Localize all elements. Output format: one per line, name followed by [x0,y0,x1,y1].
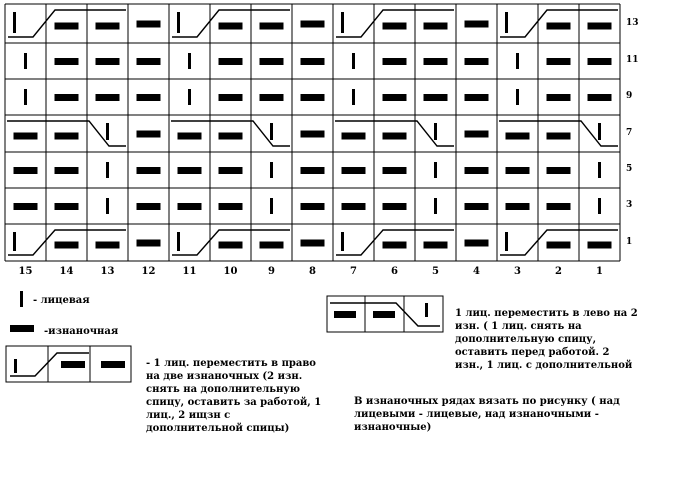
purl-symbol [588,58,612,65]
purl-symbol [506,203,530,210]
column-number: 8 [309,266,316,277]
purl-symbol [260,23,284,30]
purl-symbol [547,242,571,249]
right-cross-legend-text: - 1 лиц. переместить в право на две изнаночных (2 изн. снять на дополнительную спицу, оставить за работой, 1 лиц., 2 ищзн с дополнительной спицы) [146,358,322,434]
purl-symbol [383,58,407,65]
knit-symbol [598,162,601,178]
purl-symbol [301,94,325,101]
knit-symbol [13,232,16,251]
wrong-side-note: В изнаночных рядах вязать по рисунку ( над лицевыми - лицевые, над изнаночными - изнаночные) [354,396,620,433]
column-number: 6 [391,266,398,277]
column-number: 15 [18,266,33,277]
column-number: 14 [59,266,74,277]
purl-symbol [301,167,325,174]
purl-symbol [260,94,284,101]
purl-symbol [301,58,325,65]
purl-symbol [55,203,79,210]
purl-symbol [465,21,489,28]
knit-symbol [188,89,191,105]
purl-symbol [301,203,325,210]
purl-symbol [14,167,38,174]
purl-symbol [55,133,79,140]
knit-symbol [352,53,355,69]
row-number: 9 [626,91,633,101]
purl-symbol [424,94,448,101]
purl-symbol [55,23,79,30]
column-number: 10 [223,266,238,277]
purl-symbol [178,133,202,140]
purl-symbol [219,133,243,140]
purl-symbol [178,203,202,210]
purl-symbol [219,58,243,65]
knit-symbol [106,123,109,140]
knit-symbol [598,123,601,140]
purl-symbol [342,133,366,140]
purl-symbol [424,58,448,65]
column-number: 4 [473,266,480,277]
knit-symbol [434,123,437,140]
knit-legend-icon [15,290,29,310]
knit-symbol [598,198,601,214]
knit-symbol [24,89,27,105]
purl-symbol [424,242,448,249]
knit-symbol [341,232,344,251]
purl-symbol [137,203,161,210]
purl-symbol [55,242,79,249]
purl-symbol [219,94,243,101]
purl-symbol [588,23,612,30]
purl-symbol [96,58,120,65]
knit-symbol [270,198,273,214]
knit-symbol [516,53,519,69]
row-number: 13 [626,17,639,28]
knit-symbol [13,12,16,33]
purl-symbol [424,23,448,30]
purl-symbol [588,242,612,249]
column-number: 11 [182,266,197,277]
purl-symbol [465,131,489,138]
knit-symbol [505,12,508,33]
purl-symbol [219,23,243,30]
knit-symbol [188,53,191,69]
purl-symbol [547,167,571,174]
row-number: 1 [626,236,633,247]
column-number: 5 [432,266,439,277]
purl-symbol [219,242,243,249]
purl-symbol [301,131,325,138]
purl-symbol [219,203,243,210]
purl-symbol [96,23,120,30]
purl-symbol [547,94,571,101]
knit-symbol [270,123,273,140]
purl-symbol [506,133,530,140]
purl-symbol [55,58,79,65]
left-cross-legend-text: 1 лиц. переместить в лево на 2 изн. ( 1 лиц. снять на дополнительную спицу, оставить перед работой. 2 изн., 1 лиц. с дополнительной [455,308,638,371]
column-number: 9 [268,266,275,277]
column-number: 2 [555,266,562,277]
purl-symbol [383,94,407,101]
row-number: 11 [626,55,639,65]
column-number: 1 [596,266,603,277]
row-number: 5 [626,164,633,174]
purl-legend-label: -изнаночная [44,326,119,337]
purl-symbol [137,94,161,101]
knit-symbol [352,89,355,105]
purl-symbol [465,94,489,101]
left-cross-legend-icon [326,295,446,335]
purl-symbol [465,240,489,247]
purl-symbol [547,23,571,30]
purl-symbol [383,167,407,174]
knit-symbol [270,162,273,178]
knit-symbol [341,12,344,33]
knit-symbol [106,198,109,214]
purl-symbol [547,58,571,65]
purl-symbol [506,167,530,174]
purl-symbol [301,240,325,247]
purl-symbol [301,21,325,28]
column-number: 7 [350,266,357,277]
purl-symbol [465,58,489,65]
column-number: 13 [100,266,115,277]
purl-symbol [137,131,161,138]
purl-symbol [137,167,161,174]
knit-symbol [505,232,508,251]
purl-symbol [219,167,243,174]
purl-symbol [465,203,489,210]
knit-symbol [434,198,437,214]
purl-symbol [383,242,407,249]
purl-symbol [383,133,407,140]
knit-symbol [177,232,180,251]
purl-symbol [55,94,79,101]
purl-symbol [137,240,161,247]
purl-symbol [137,21,161,28]
purl-symbol [96,94,120,101]
purl-symbol [137,58,161,65]
column-number: 12 [141,266,156,277]
purl-symbol [260,242,284,249]
purl-symbol [96,242,120,249]
purl-symbol [465,167,489,174]
purl-symbol [547,133,571,140]
knit-symbol [106,162,109,178]
knit-symbol [516,89,519,105]
column-number: 3 [514,266,521,277]
knit-symbol [177,12,180,33]
purl-symbol [178,167,202,174]
purl-symbol [342,167,366,174]
row-number: 3 [626,200,633,210]
purl-legend-icon [8,323,38,335]
purl-symbol [547,203,571,210]
purl-symbol [383,23,407,30]
purl-symbol [55,167,79,174]
knit-legend-label: - лицевая [33,295,90,306]
purl-symbol [14,203,38,210]
purl-symbol [383,203,407,210]
row-number: 7 [626,127,633,138]
knit-symbol [434,162,437,178]
purl-symbol [342,203,366,210]
right-cross-legend-icon [5,345,135,385]
purl-symbol [260,58,284,65]
purl-symbol [14,133,38,140]
knit-symbol [24,53,27,69]
purl-symbol [588,94,612,101]
